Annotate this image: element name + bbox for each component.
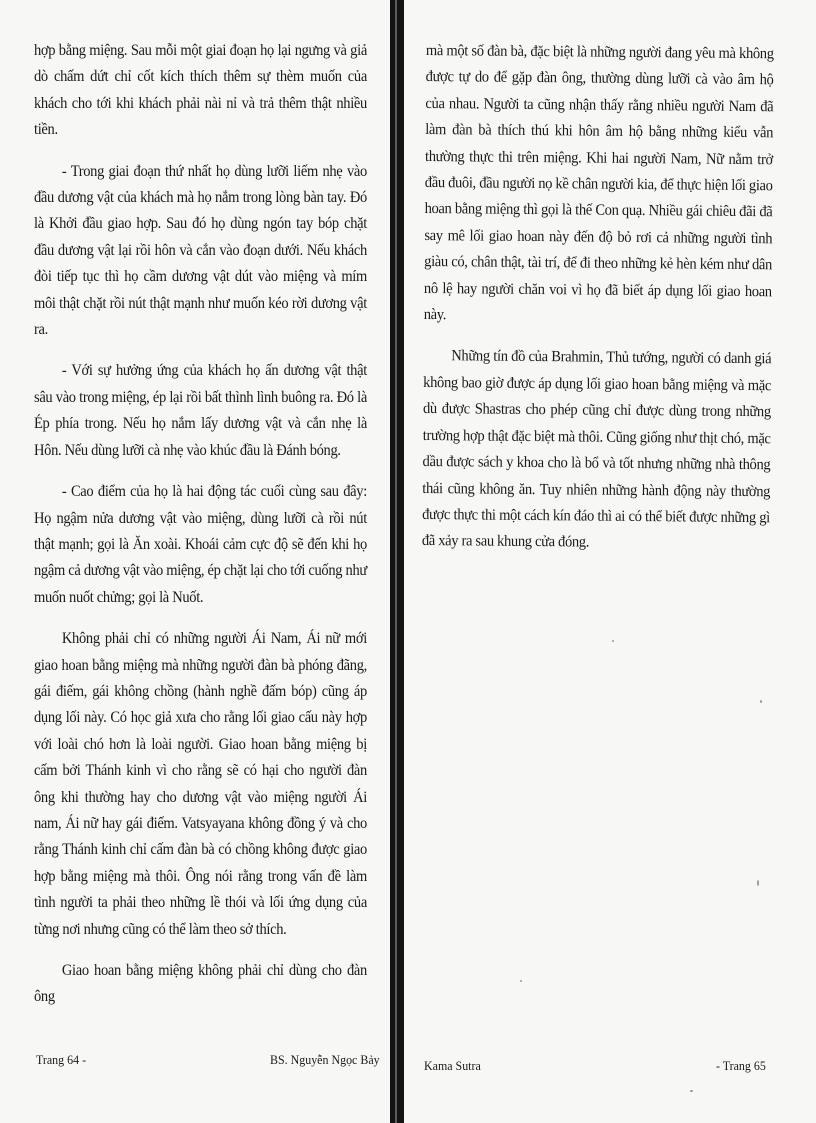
left-text-column: [34, 38, 367, 1026]
page-number-right: - Trang 65: [716, 1058, 766, 1073]
scan-speck: [760, 700, 762, 703]
scan-speck: [612, 640, 614, 642]
scan-speck: [520, 980, 522, 982]
paragraph: - Với sự hưởng ứng của khách họ ấn dương vật thật sâu vào trong miệng, ép lại rồi bất thình lình buông ra. Đó là Ép phía trong. Nếu họ nắm lấy dương vật và cắn nhẹ là Hôn. Nếu dùng lưỡi cà nhẹ vào khúc đầu là Đánh bóng.: [34, 362, 367, 459]
right-page: [402, 0, 816, 1123]
book-title-footer: Kama Sutra: [424, 1058, 481, 1073]
scan-speck: [690, 1090, 693, 1092]
page-number-left: Trang 64 -: [36, 1052, 87, 1067]
author-footer: BS. Nguyễn Ngọc Bảy: [270, 1052, 380, 1067]
paragraph: Giao hoan bằng miệng không phải chỉ dùng cho đàn ông: [34, 962, 367, 1006]
left-page: [0, 0, 392, 1123]
paragraph: Những tín đồ của Brahmin, Thủ tướng, người có danh giá không bao giờ được áp dụng lối giao hoan bằng miệng và mặc dù được Shastras cho phép cũng chỉ được dùng trong những trường hợp thật đặc biệt mà thôi. Cũng giống như thịt chó, mặc dầu được sách y khoa cho là bổ và tốt nhưng những nhà thông thái cũng không ăn. Tuy nhiên những hành động này thường được thực thi một cách kín đáo thì ai có thể biết được những gì đã xảy ra sau khung cửa đóng.: [421, 347, 772, 551]
paragraph: - Cao điểm của họ là hai động tác cuối cùng sau đây: Họ ngậm nửa dương vật vào miệng, dùng lưỡi cà rồi nút thật mạnh; gọi là Ăn xoài. Khoái cảm cực độ sẽ đến khi họ ngậm cả dương vật vào miệng, ép chặt lại cho tới cuống như muốn nuốt chửng; gọi là Nuốt.: [34, 483, 367, 606]
scan-speck: [757, 880, 759, 886]
paragraph: Không phải chỉ có những người Ái Nam, Ái nữ mới giao hoan bằng miệng mà những người đàn bà phóng đãng, gái điếm, gái không chồng (hành nghề đấm bóp) cũng áp dụng lối này. Có học giả xưa cho rằng lối giao cấu này hợp với loài chó hơn là loài người. Giao hoan bằng miệng bị cấm bởi Thánh kinh vì cho rằng sẽ có hại cho người đàn ông khi thường hay cho dương vật vào miệng người Ái nam, Ái nữ hay gái điếm. Vatsyayana không đồng ý và cho rằng Thánh kinh chỉ cấm đàn bà có chồng không được giao hợp bằng miệng mà thôi. Ông nói rằng trong vấn đề làm tình người ta phải theo những lề thói và lối ứng dụng của từng nơi nhưng cũng có thể làm theo sở thích.: [34, 630, 367, 938]
paragraph: mà một số đàn bà, đặc biệt là những người đang yêu mà không được tự do để gặp đàn ông, thường dùng lưỡi cà vào âm hộ của nhau. Người ta cũng nhận thấy rằng nhiều người Nam đã làm đàn bà thích thú khi hôn âm hộ bằng những kiểu vẫn thường thực thi trên miệng. Khi hai người Nam, Nữ nằm trở đầu đuôi, đầu người nọ kề chân người kia, để thực hiện lối giao hoan bằng miệng thì gọi là thế Con quạ. Nhiều gái chiêu đãi đã say mê lối giao hoan này đến độ bỏ rơi cả những người tình giàu có, chân thật, tài trí, để đi theo những kẻ hèn kém như dân nô lệ hay người chăn voi vì họ đã biết áp dụng lối giao hoan này.: [423, 41, 774, 324]
paragraph: - Trong giai đoạn thứ nhất họ dùng lưỡi liếm nhẹ vào đầu dương vật của khách mà họ nắm trong lòng bàn tay. Đó là Khởi đầu giao hợp. Sau đó họ dùng ngón tay bóp chặt đầu dương vật lại rồi hôn và cắn vào đoạn dưới. Nếu khách đòi tiếp tục thì họ cầm dương vật dút vào miệng và mím môi thật chặt rồi nút thật mạnh như muốn kéo rời dương vật ra.: [34, 162, 367, 339]
right-text-column: [422, 38, 774, 573]
paragraph: hợp bằng miệng. Sau mỗi một giai đoạn họ lại ngưng và giả dò chấm dứt chỉ cốt kích thích thêm sự thèm muốn của khách cho tới khi khách phải nài nỉ và trả thêm thật nhiều tiền.: [34, 42, 367, 139]
